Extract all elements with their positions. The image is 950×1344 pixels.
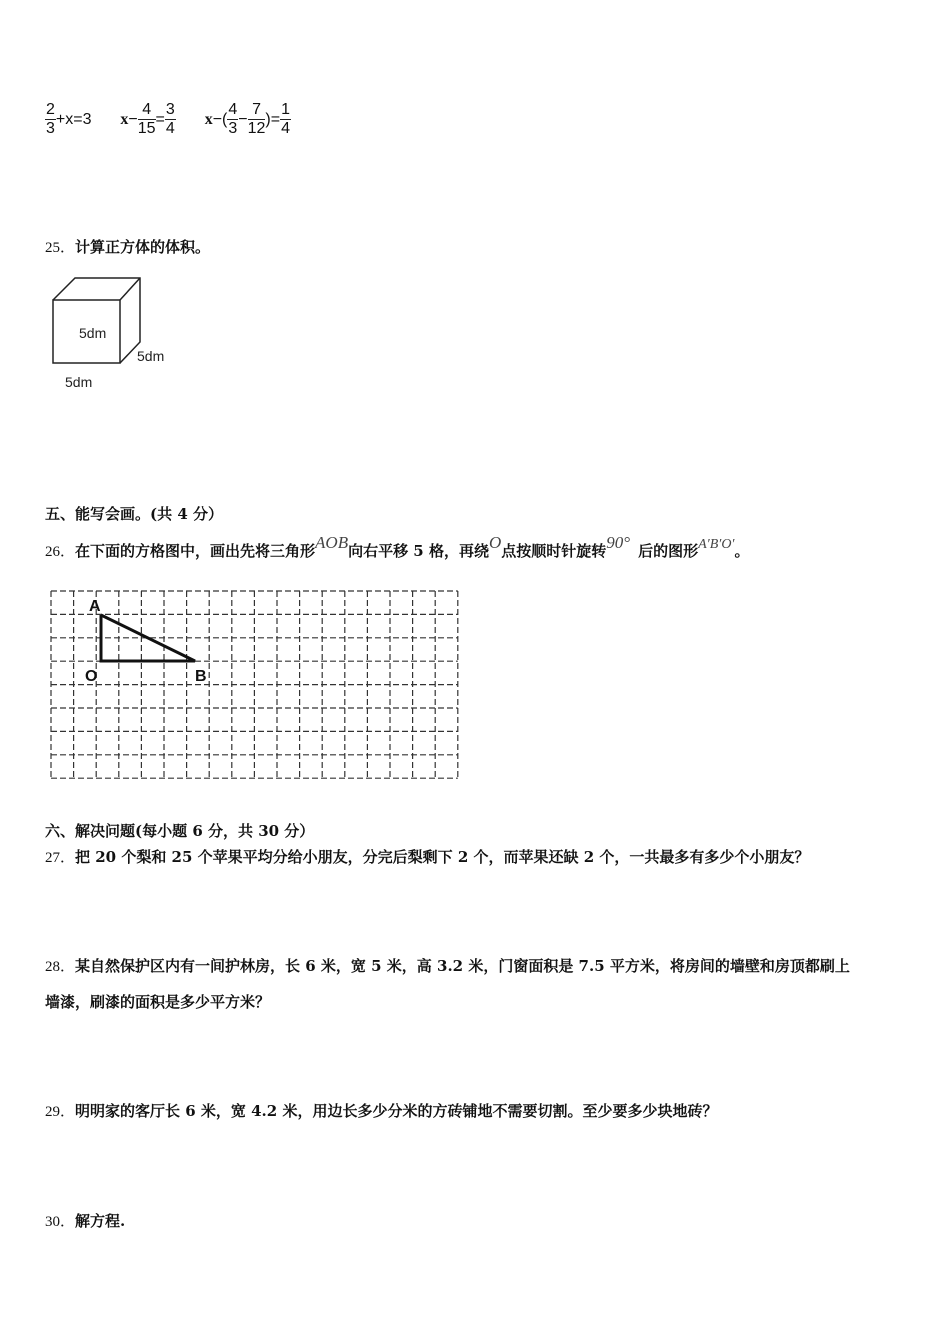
- equation-2: x− $\frac{4}{15}$ = $\frac{3}{4}$: [120, 101, 175, 137]
- label-o: O: [85, 668, 98, 685]
- cube-back-edges: [53, 278, 140, 363]
- square-grid: [45, 585, 465, 785]
- fraction: $\frac{7}{12}$: [247, 101, 266, 137]
- question-28-line-1: 28．某自然保护区内有一间护林房，长 6 米，宽 5 米，高 3.2 米，门窗面积是 7.5 平方米，将房间的墙壁和房顶都刷上: [45, 957, 850, 975]
- section-6-title: 六、解决问题(每小题 6 分，共 30 分）: [45, 822, 315, 840]
- question-25: 25．计算正方体的体积。: [45, 238, 211, 256]
- equation-1: $\frac{2}{3}$ +x=3: [46, 101, 92, 137]
- cube-edge: [120, 278, 140, 300]
- cube-label-front: 5dm: [79, 325, 107, 341]
- fraction: $\frac{2}{3}$: [46, 101, 55, 137]
- section-5-title: 五、能写会画。(共 4 分）: [45, 505, 223, 523]
- question-26: 26．在下面的方格图中，画出先将三角形AOB向右平移 5 格，再绕O点按顺时针旋转90° 后的图形A′B′O′。: [45, 533, 750, 560]
- cube-diagram: [45, 270, 185, 395]
- label-a: A: [89, 598, 101, 615]
- fraction: $\frac{1}{4}$: [281, 101, 290, 137]
- cube-label-side: 5dm: [137, 348, 165, 364]
- fraction: $\frac{3}{4}$: [165, 101, 175, 137]
- question-29: 29．明明家的客厅长 6 米，宽 4.2 米，用边长多少分米的方砖铺地不需要切割。至少要多少块地砖？: [45, 1102, 718, 1120]
- fraction: $\frac{4}{15}$: [137, 101, 156, 137]
- label-b: B: [195, 668, 207, 685]
- question-30: 30．解方程.: [45, 1212, 126, 1230]
- question-27: 27．把 20 个梨和 25 个苹果平均分给小朋友，分完后梨剩下 2 个，而苹果还缺 2 个，一共最多有多少个小朋友？: [45, 848, 810, 866]
- question-28-line-2: 墙漆，刷漆的面积是多少平方米？: [45, 993, 271, 1011]
- equation-3: x−( $\frac{4}{3}$ − $\frac{7}{12}$ )= $\frac{1}{4}$: [204, 101, 290, 137]
- fraction: $\frac{4}{3}$: [228, 101, 238, 137]
- equations-row: [45, 101, 291, 138]
- cube-label-bottom: 5dm: [65, 374, 93, 390]
